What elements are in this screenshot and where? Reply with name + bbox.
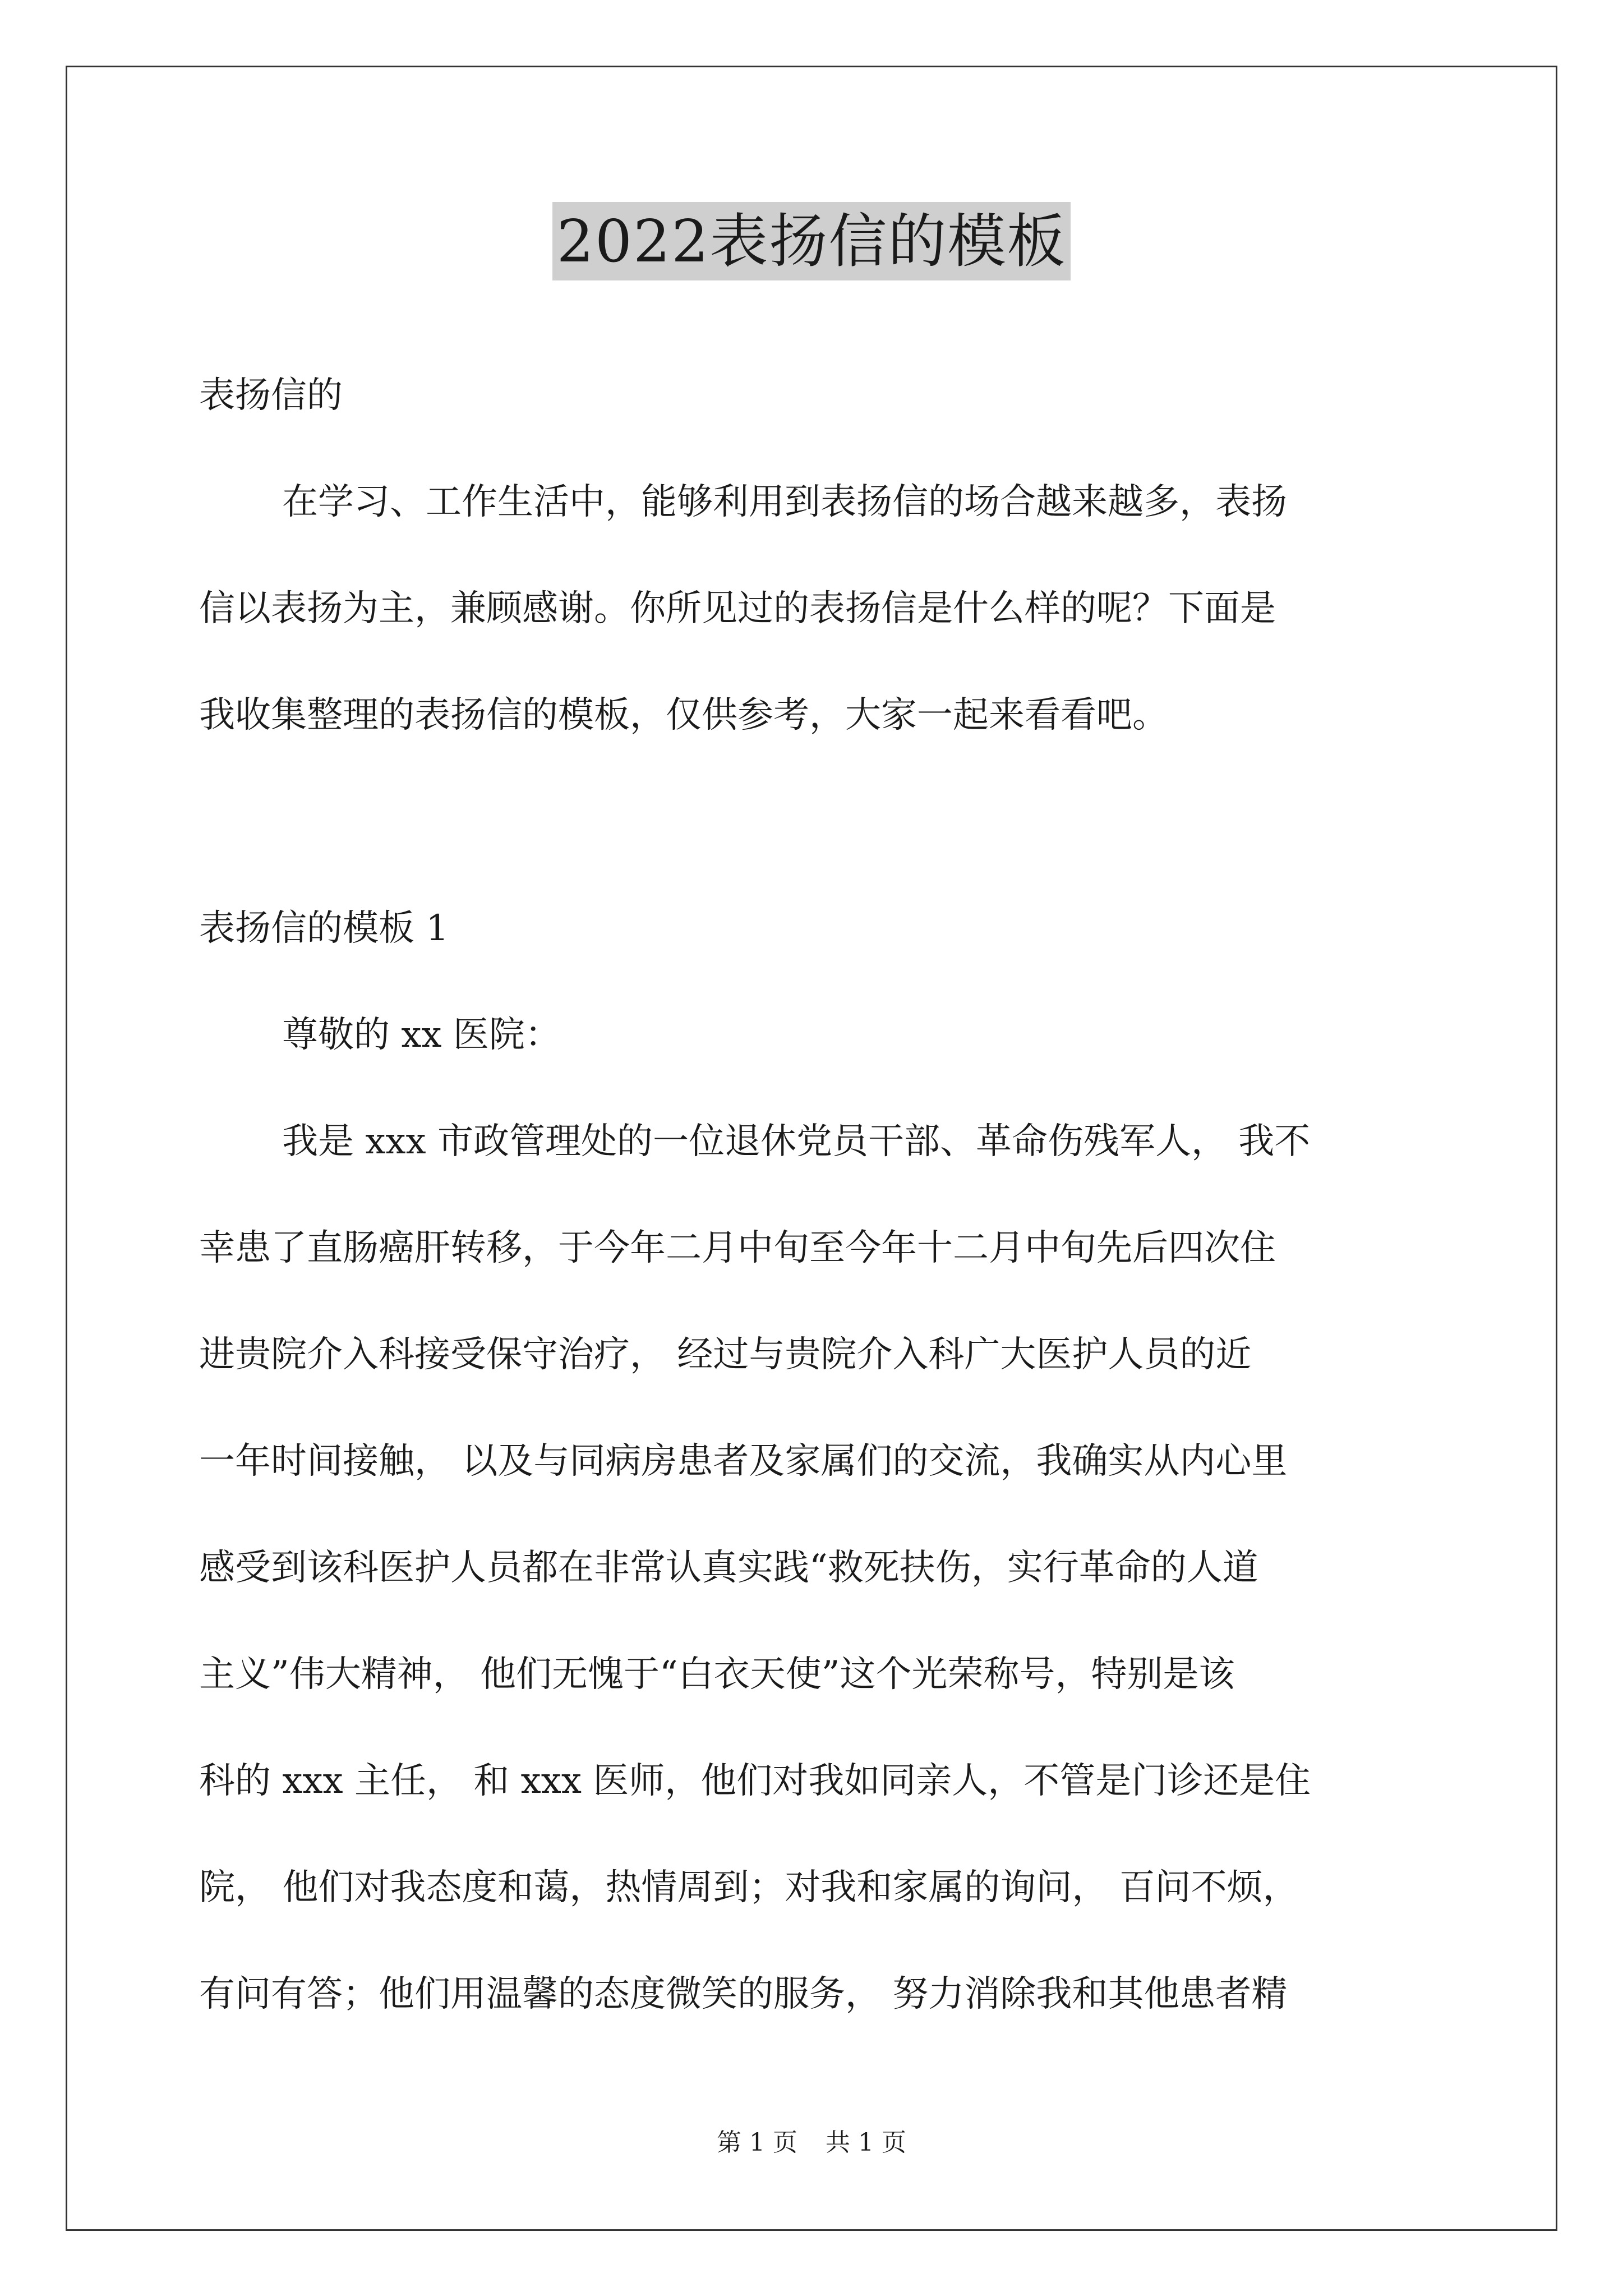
body-line: 我是 xxx 市政管理处的一位退休党员干部、革命伤残军人， 我不 [282,1121,1311,1162]
title-container [0,202,1623,280]
salutation: 尊敬的 xx 医院： [282,1014,561,1056]
page-footer [0,2126,1623,2160]
body-line: 一年时间接触， 以及与同病房患者及家属们的交流，我确实从内心里 [199,1441,1288,1482]
total-pages: 共 1 页 [826,2128,906,2157]
body-line: 在学习、工作生活中，能够利用到表扬信的场合越来越多，表扬 [282,481,1287,523]
body-line: 感受到该科医护人员都在非常认真实践“救死扶伤，实行革命的人道 [199,1547,1258,1589]
body-line: 科的 xxx 主任， 和 xxx 医师，他们对我如同亲人，不管是门诊还是住 [199,1760,1311,1802]
body-line: 表扬信的 [199,375,343,416]
body-line: 有问有答；他们用温馨的态度微笑的服务， 努力消除我和其他患者精 [199,1973,1288,2015]
body-line: 院， 他们对我态度和蔼，热情周到；对我和家属的询问， 百问不烦， [199,1867,1299,1908]
page-number: 第 1 页 [717,2128,797,2157]
document-body [199,342,1438,2047]
body-line: 进贵院介入科接受保守治疗， 经过与贵院介入科广大医护人员的近 [199,1334,1252,1375]
body-line: 我收集整理的表扬信的模板，仅供参考，大家一起来看看吧。 [199,694,1168,736]
body-line: 信以表扬为主，兼顾感谢。你所见过的表扬信是什么样的呢？下面是 [199,588,1276,629]
section-heading: 表扬信的模板 1 [199,908,449,949]
body-line: 主义”伟大精神， 他们无愧于“白衣天使”这个光荣称号，特别是该 [199,1654,1235,1695]
document-title: 2022表扬信的模板 [552,202,1071,280]
body-line: 幸患了直肠癌肝转移，于今年二月中旬至今年十二月中旬先后四次住 [199,1227,1276,1269]
